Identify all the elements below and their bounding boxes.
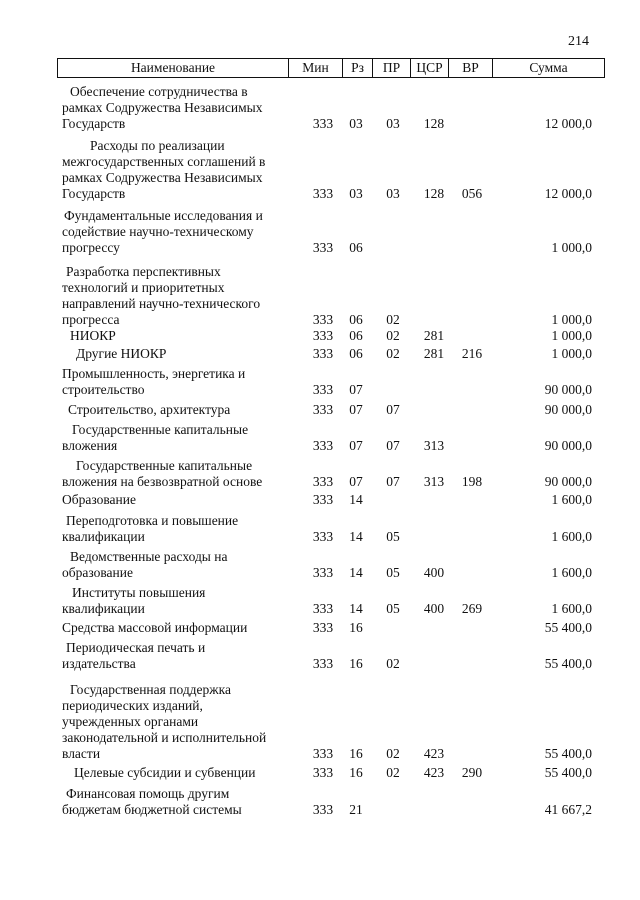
row-vr: 269 (461, 601, 483, 616)
row-sum: 55 400,0 (544, 656, 592, 671)
row-rz: 21 (349, 802, 363, 817)
row-min: 333 (312, 438, 334, 453)
row-sum: 12 000,0 (544, 186, 592, 201)
row-sum: 1 000,0 (551, 240, 592, 255)
row-csr: 128 (423, 186, 445, 201)
row-name: Другие НИОКР (76, 346, 167, 361)
row-rz: 16 (349, 765, 363, 780)
row-min: 333 (312, 328, 334, 343)
row-vr: 056 (461, 186, 483, 201)
row-pr: 02 (386, 328, 400, 343)
row-rz: 16 (349, 746, 363, 761)
row-min: 333 (312, 565, 334, 580)
page-number: 214 (568, 34, 589, 49)
header-vr: ВР (449, 59, 493, 78)
row-csr: 400 (423, 601, 445, 616)
header-rz: Рз (343, 59, 373, 78)
row-name: Государственные капитальные вложения на безвозвратной основе (62, 458, 263, 489)
row-sum: 1 000,0 (551, 312, 592, 327)
row-sum: 1 000,0 (551, 328, 592, 343)
row-sum: 1 600,0 (551, 601, 592, 616)
row-csr: 281 (423, 328, 445, 343)
row-name: Разработка перспективных технологий и приоритетных направлений научно-технического прогресса (62, 264, 261, 327)
row-name: Периодическая печать и издательства (62, 640, 206, 671)
row-min: 333 (312, 746, 334, 761)
row-min: 333 (312, 382, 334, 397)
row-min: 333 (312, 346, 334, 361)
header-name: Наименование (58, 59, 289, 78)
row-pr: 02 (386, 312, 400, 327)
row-name: Ведомственные расходы на образование (62, 549, 228, 580)
row-min: 333 (312, 601, 334, 616)
row-name: Целевые субсидии и субвенции (74, 765, 256, 780)
row-csr: 313 (423, 474, 445, 489)
row-rz: 07 (349, 474, 363, 489)
row-pr: 02 (386, 765, 400, 780)
row-min: 333 (312, 656, 334, 671)
row-sum: 55 400,0 (544, 746, 592, 761)
row-rz: 16 (349, 656, 363, 671)
header-pr: ПР (373, 59, 411, 78)
row-sum: 90 000,0 (544, 382, 592, 397)
row-name: Институты повышения квалификации (62, 585, 206, 616)
row-pr: 07 (386, 402, 400, 417)
row-pr: 07 (386, 438, 400, 453)
row-csr: 423 (423, 746, 445, 761)
row-rz: 07 (349, 382, 363, 397)
row-rz: 14 (349, 492, 363, 507)
row-rz: 06 (349, 240, 363, 255)
row-rz: 03 (349, 116, 363, 131)
row-sum: 1 600,0 (551, 565, 592, 580)
row-rz: 03 (349, 186, 363, 201)
row-sum: 90 000,0 (544, 438, 592, 453)
row-min: 333 (312, 529, 334, 544)
row-min: 333 (312, 402, 334, 417)
row-name: Государственная поддержка периодических изданий, учрежденных органами законодательной и исполнительной власти (62, 682, 267, 761)
row-pr: 05 (386, 529, 400, 544)
row-sum: 1 000,0 (551, 346, 592, 361)
row-rz: 14 (349, 529, 363, 544)
row-vr: 198 (461, 474, 483, 489)
row-csr: 423 (423, 765, 445, 780)
row-name: Финансовая помощь другим бюджетам бюджетной системы (62, 786, 242, 817)
row-vr: 216 (461, 346, 483, 361)
row-name: Фундаментальные исследования и содействие научно-техническому прогрессу (62, 208, 263, 255)
row-rz: 14 (349, 601, 363, 616)
row-name: Промышленность, энергетика и строительство (62, 366, 246, 397)
row-min: 333 (312, 312, 334, 327)
row-rz: 06 (349, 346, 363, 361)
row-pr: 05 (386, 565, 400, 580)
row-min: 333 (312, 765, 334, 780)
row-pr: 07 (386, 474, 400, 489)
row-pr: 02 (386, 656, 400, 671)
row-min: 333 (312, 474, 334, 489)
row-pr: 02 (386, 346, 400, 361)
row-name: Государственные капитальные вложения (62, 422, 249, 453)
row-csr: 281 (423, 346, 445, 361)
header-sum: Сумма (493, 59, 605, 78)
row-sum: 12 000,0 (544, 116, 592, 131)
row-pr: 02 (386, 746, 400, 761)
row-sum: 1 600,0 (551, 529, 592, 544)
row-rz: 14 (349, 565, 363, 580)
row-name: НИОКР (70, 328, 116, 343)
row-rz: 07 (349, 402, 363, 417)
header-min: Мин (289, 59, 343, 78)
row-min: 333 (312, 186, 334, 201)
row-name: Средства массовой информации (62, 620, 248, 635)
row-sum: 1 600,0 (551, 492, 592, 507)
row-rz: 16 (349, 620, 363, 635)
row-min: 333 (312, 620, 334, 635)
row-csr: 128 (423, 116, 445, 131)
row-sum: 90 000,0 (544, 474, 592, 489)
row-vr: 290 (461, 765, 483, 780)
row-csr: 400 (423, 565, 445, 580)
row-min: 333 (312, 492, 334, 507)
row-pr: 05 (386, 601, 400, 616)
row-name: Строительство, архитектура (68, 402, 231, 417)
row-pr: 03 (386, 116, 400, 131)
row-min: 333 (312, 802, 334, 817)
row-rz: 06 (349, 312, 363, 327)
row-rz: 07 (349, 438, 363, 453)
row-sum: 55 400,0 (544, 765, 592, 780)
row-sum: 55 400,0 (544, 620, 592, 635)
header-csr: ЦСР (411, 59, 449, 78)
row-sum: 90 000,0 (544, 402, 592, 417)
row-name: Образование (62, 492, 136, 507)
row-name: Расходы по реализации межгосударственных соглашений в рамках Содружества Независимых Государств (62, 138, 266, 201)
row-pr: 03 (386, 186, 400, 201)
row-name: Переподготовка и повышение квалификации (62, 513, 239, 544)
row-min: 333 (312, 116, 334, 131)
row-sum: 41 667,2 (544, 802, 592, 817)
row-rz: 06 (349, 328, 363, 343)
row-csr: 313 (423, 438, 445, 453)
row-name: Обеспечение сотрудничества в рамках Содружества Независимых Государств (62, 84, 263, 131)
row-min: 333 (312, 240, 334, 255)
